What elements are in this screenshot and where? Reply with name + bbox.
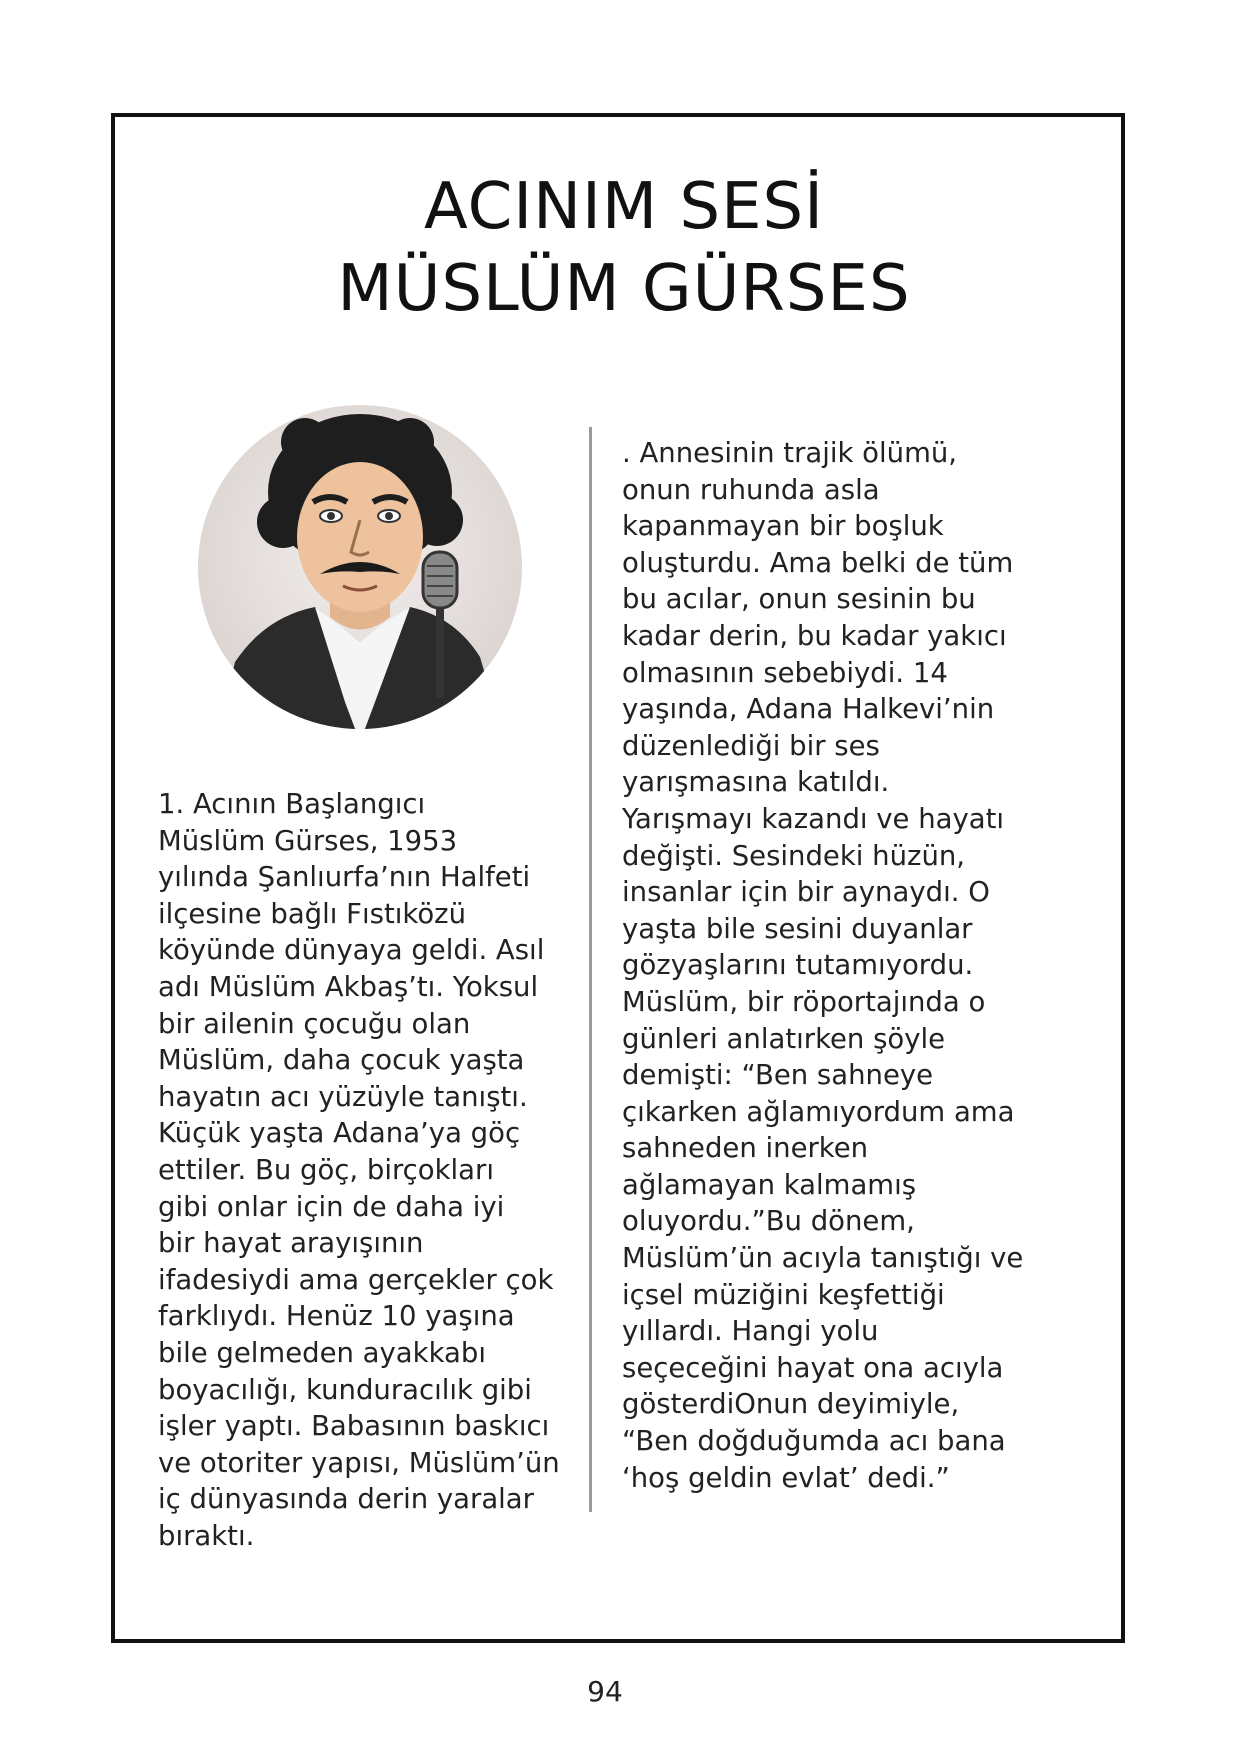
page-number: 94 (587, 1675, 623, 1708)
right-column-text: . Annesinin trajik ölümü, onun ruhunda asla kapanmayan bir boşluk oluşturdu. Ama belki de tüm bu acılar, onun sesinin bu kadar derin, bu kadar yakıcı olmasının sebebiydi. 14 yaşında, Adana Halkevi’nin düzenlediği bir ses yarışmasına katıldı. Yarışmayı kazandı ve hayatı değişti. Sesindeki hüzün, insanlar için bir aynaydı. O yaşta bile sesini duyanlar gözyaşlarını tutamıyordu. Müslüm, bir röportajında o günleri anlatırken şöyle demişti: “Ben sahneye çıkarken ağlamıyordum ama sahneden inerken ağlamayan kalmamış oluyordu.”Bu dönem, Müslüm’ün acıyla tanıştığı ve içsel müziğini keşfettiği yıllardı. Hangi yolu seçeceğini hayat ona acıyla gösterdiOnun deyimiyle, “Ben doğduğumda acı bana ‘hoş geldin evlat’ dedi.” (622, 437, 1024, 1494)
musician-portrait-icon (195, 402, 525, 732)
left-column-text: 1. Acının Başlangıcı Müslüm Gürses, 1953 yılında Şanlıurfa’nın Halfeti ilçesine bağlı Fıstıközü köyünde dünyaya geldi. Asıl adı Müslüm Akbaş’tı. Yoksul bir ailenin çocuğu olan Müslüm, daha çocuk yaşta hayatın acı yüzüyle tanıştı. Küçük yaşta Adana’ya göç ettiler. Bu göç, birçokları gibi onlar için de daha iyi bir hayat arayışının ifadesiydi ama gerçekler çok farklıydı. Henüz 10 yaşına bile gelmeden ayakkabı boyacılığı, kunduracılık gibi işler yaptı. Babasının baskıcı ve otoriter yapısı, Müslüm’ün iç dünyasında derin yaralar bıraktı. (158, 788, 560, 1552)
page-frame (111, 113, 1125, 1643)
column-divider (589, 427, 592, 1512)
title-line-1: ACINIM SESİ (423, 170, 825, 244)
title-line-2: MÜSLÜM GÜRSES (337, 252, 911, 326)
